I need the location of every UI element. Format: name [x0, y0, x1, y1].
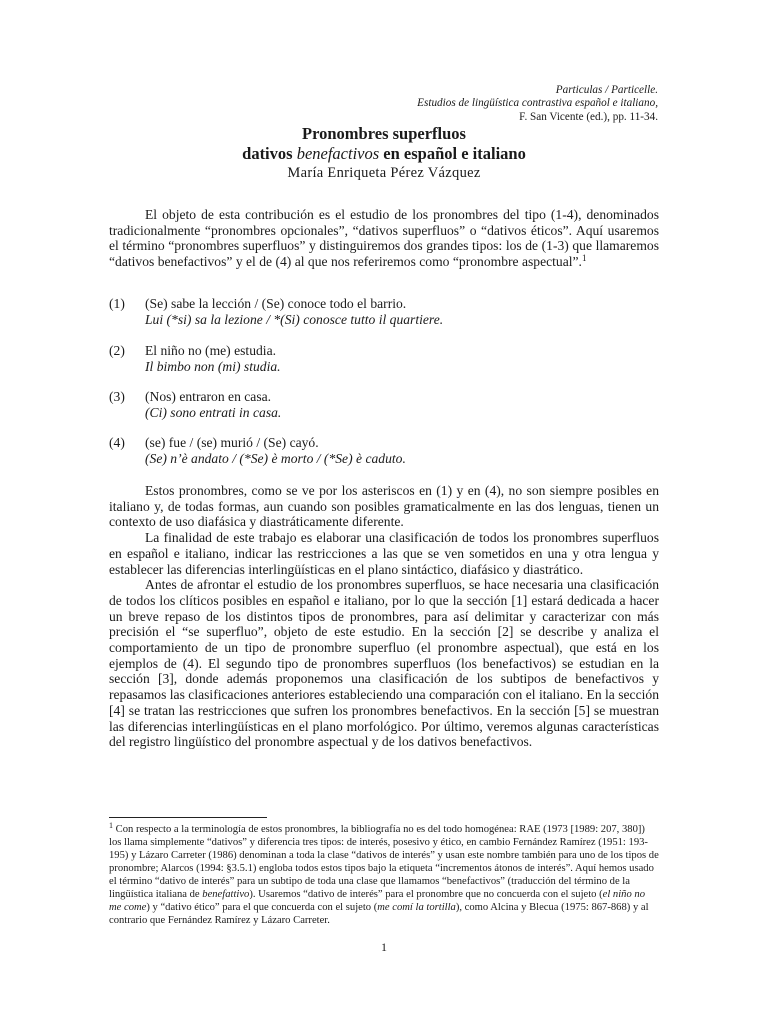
publication-editor-pages: F. San Vicente (ed.), pp. 11-34. — [519, 110, 658, 123]
title-block — [0, 124, 768, 182]
footnote-separator — [109, 817, 267, 818]
author-name: María Enriqueta Pérez Vázquez — [287, 165, 481, 181]
footnote-text: ) y “dativo ético” para el que concuerda con el sujeto ( — [146, 902, 378, 913]
intro-text: El objeto de esta contribución es el estudio de los pronombres del tipo (1-4), denominados tradicionalmente “pronombres opcionales”, “dativos superfluos” o “dativos éticos”. Aquí usaremos el término “pronombres superfluos” y distinguiremos dos grandes tipos: los de (1-3) que llamaremos “dativos benefactivos” y el de (4) al que nos referiremos como “pronombre aspectual”. — [109, 207, 659, 270]
example-spanish: (Se) sabe la lección / (Se) conoce todo el barrio. — [145, 296, 407, 311]
example-number: (3) — [109, 389, 125, 404]
footnote-text: ). Usaremos “dativo de interés” para el pronombre que no concuerda con el sujeto ( — [249, 889, 603, 900]
footnote-mark: 1 — [109, 821, 113, 830]
main-body — [109, 483, 659, 750]
footnote-italic: me comí la tortilla — [377, 902, 456, 913]
publication-info — [417, 84, 658, 124]
example-italian: Lui (*si) sa la lezione / *(Si) conosce tutto il quartiere. — [145, 311, 444, 327]
example-spanish: El niño no (me) estudia. — [145, 343, 276, 358]
body-paragraph: Antes de afrontar el estudio de los pronombres superfluos, se hace necesaria una clasificación de todos los clíticos posibles en español e italiano, por lo que la sección [1] estará dedicada a hacer un breve repaso de los distintos tipos de pronombres, para así delimitar y caracterizar con más precisión el “se superfluo”, objeto de este estudio. En la sección [2] se describe y analiza el comportamiento de un tipo de pronombre superfluo (el pronombre aspectual), que está en los ejemplos de (4). El segundo tipo de pronombres superfluos (los benefactivos) se estudian en la sección [3], donde además proponemos una clasificación de los subtipos de benefactivos y repasamos las clasificaciones anteriores estableciendo una comparación con el italiano. En la sección [4] se tratan las restricciones que sufren los pronombres benefactivos. En la sección [5] se muestran las diferencias interlingüísticas en el plano morfológico. Por último, veremos algunas características del registro lingüístico del pronombre aspectual y de los dativos benefactivos. — [109, 577, 659, 750]
page-number: 1 — [381, 940, 387, 954]
footnote-text: ), como Alcina y Blecua (1975: 867-868) y al contrario que Fernández Ramírez y Lázaro Carreter. — [109, 902, 649, 926]
title-part-a: dativos — [242, 144, 297, 163]
body-paragraph: La finalidad de este trabajo es elaborar una clasificación de todos los pronombres superfluos en español e italiano, indicar las restricciones a las que se ven sometidos en una y otra lengua y establecer las diferencias interlingüísticas en el plano sintáctico, diafásico y diastrático. — [109, 530, 659, 577]
example-italian: Il bimbo non (mi) studia. — [145, 358, 281, 374]
footnote-italic: el niño no me come — [109, 889, 646, 913]
title-part-c: en español e italiano — [379, 144, 526, 163]
publication-title: Particulas / Particelle. — [555, 84, 658, 96]
example-italian: (Ci) sono entrati in casa. — [145, 404, 282, 420]
footnote-italic: benefattivo — [202, 889, 250, 900]
footnote — [109, 823, 659, 927]
footnote-text: Con respecto a la terminología de estos pronombres, la bibliografía no es del todo homogénea: RAE (1973 [1989: 207, 380]) los llama simplemente “dativos” y diferencia tres tipos: de interés, posesivo y ético, en cambio Fernández Ramírez (1951: 193-195) y Lázaro Carreter (1986) denominan a toda la clase “dativos de interés” y usan este nombre también para uno de los tipos de pronombre; Alarcos (1994: §3.5.1) engloba todos estos tipos bajo la etiqueta “incrementos átonos de interés”. Aquí hemos usado el término “dativo de interés” para un subtipo de toda una clase que llamamos “benefactivos” (traducción del término de la lingüística italiana de — [109, 824, 659, 900]
body-paragraph: Estos pronombres, como se ve por los asteriscos en (1) y en (4), no son siempre posibles en italiano y, de todas formas, aun cuando son posibles gramaticalmente en las dos lenguas, tienen un contexto de uso diafásica y diastráticamente diferente. — [109, 483, 659, 530]
example-number: (1) — [109, 296, 125, 311]
footnote-reference[interactable]: 1 — [581, 253, 587, 264]
intro-paragraph — [109, 207, 659, 270]
example-italian: (Se) n’è andato / (*Se) è morto / (*Se) è caduto. — [145, 450, 406, 466]
example-spanish: (Nos) entraron en casa. — [145, 389, 272, 404]
publication-subtitle: Estudios de lingüística contrastiva español e italiano, — [417, 97, 658, 110]
paper-title-line1: Pronombres superfluos — [302, 124, 466, 143]
example-number: (4) — [109, 435, 125, 450]
example-spanish: (se) fue / (se) murió / (Se) cayó. — [145, 435, 319, 450]
paper-title-line2 — [0, 144, 768, 164]
title-part-italic: benefactivos — [296, 144, 380, 163]
example-number: (2) — [109, 343, 125, 358]
